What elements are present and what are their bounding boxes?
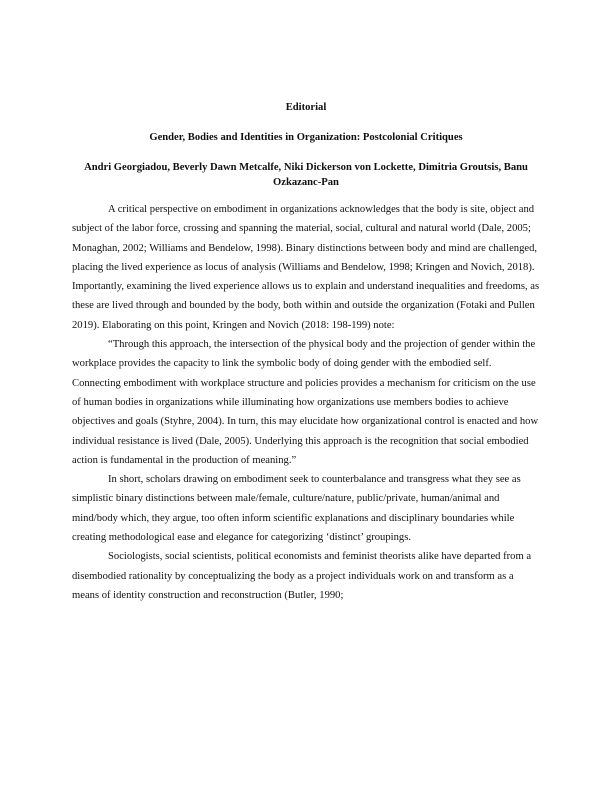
page-content: [72, 100, 540, 605]
paper-title: Gender, Bodies and Identities in Organization: Postcolonial Critiques: [149, 132, 463, 143]
section-label: Editorial: [285, 102, 327, 113]
body-paragraph-1: A critical perspective on embodiment in organizations acknowledges that the body is site, object and subject of the labor force, crossing and spanning the material, social, cultural and natural world (Dale, 2005; Monaghan, 2002; Williams and Bendelow, 1998). Binary distinctions between body and mind are challenged, placing the lived experience as locus of analysis (Williams and Bendelow, 1998; Kringen and Novich, 2018). Importantly, examining the lived experience allows us to explain and understand inequalities and freedoms, as these are lived through and bounded by the body, both within and outside the organization (Fotaki and Pullen 2019). Elaborating on this point, Kringen and Novich (2018: 198-199) note:: [72, 204, 540, 331]
body-paragraph-2: In short, scholars drawing on embodiment seek to counterbalance and transgress what they see as simplistic binary distinctions between male/female, culture/nature, public/private, human/animal and mind/body which, they argue, too often inform scientific explanations and disciplinary boundaries while creating methodological ease and elegance for categorizing ‘distinct’ groupings.: [72, 474, 521, 544]
author-list: Andri Georgiadou, Beverly Dawn Metcalfe, Niki Dickerson von Lockette, Dimitria Groutsis, Banu Ozkazanc-Pan: [84, 162, 528, 188]
body-paragraph-3: Sociologists, social scientists, political economists and feminist theorists alike have departed from a disembodied rationality by conceptualizing the body as a project individuals work on and transform as a means of identity construction and reconstruction (Butler, 1990;: [72, 551, 532, 601]
block-quote-paragraph: “Through this approach, the intersection of the physical body and the projection of gender within the workplace provides the capacity to link the symbolic body of doing gender with the embodied self. Connecting embodiment with workplace structure and policies provides a mechanism for criticism on the use of human bodies in organizations while illuminating how organizations use members bodies to achieve objectives and goals (Styhre, 2004). In turn, this may elucidate how organizational control is enacted and how individual resistance is lived (Dale, 2005). Underlying this approach is the recognition that social embodied action is fundamental in the production of meaning.”: [72, 339, 539, 466]
